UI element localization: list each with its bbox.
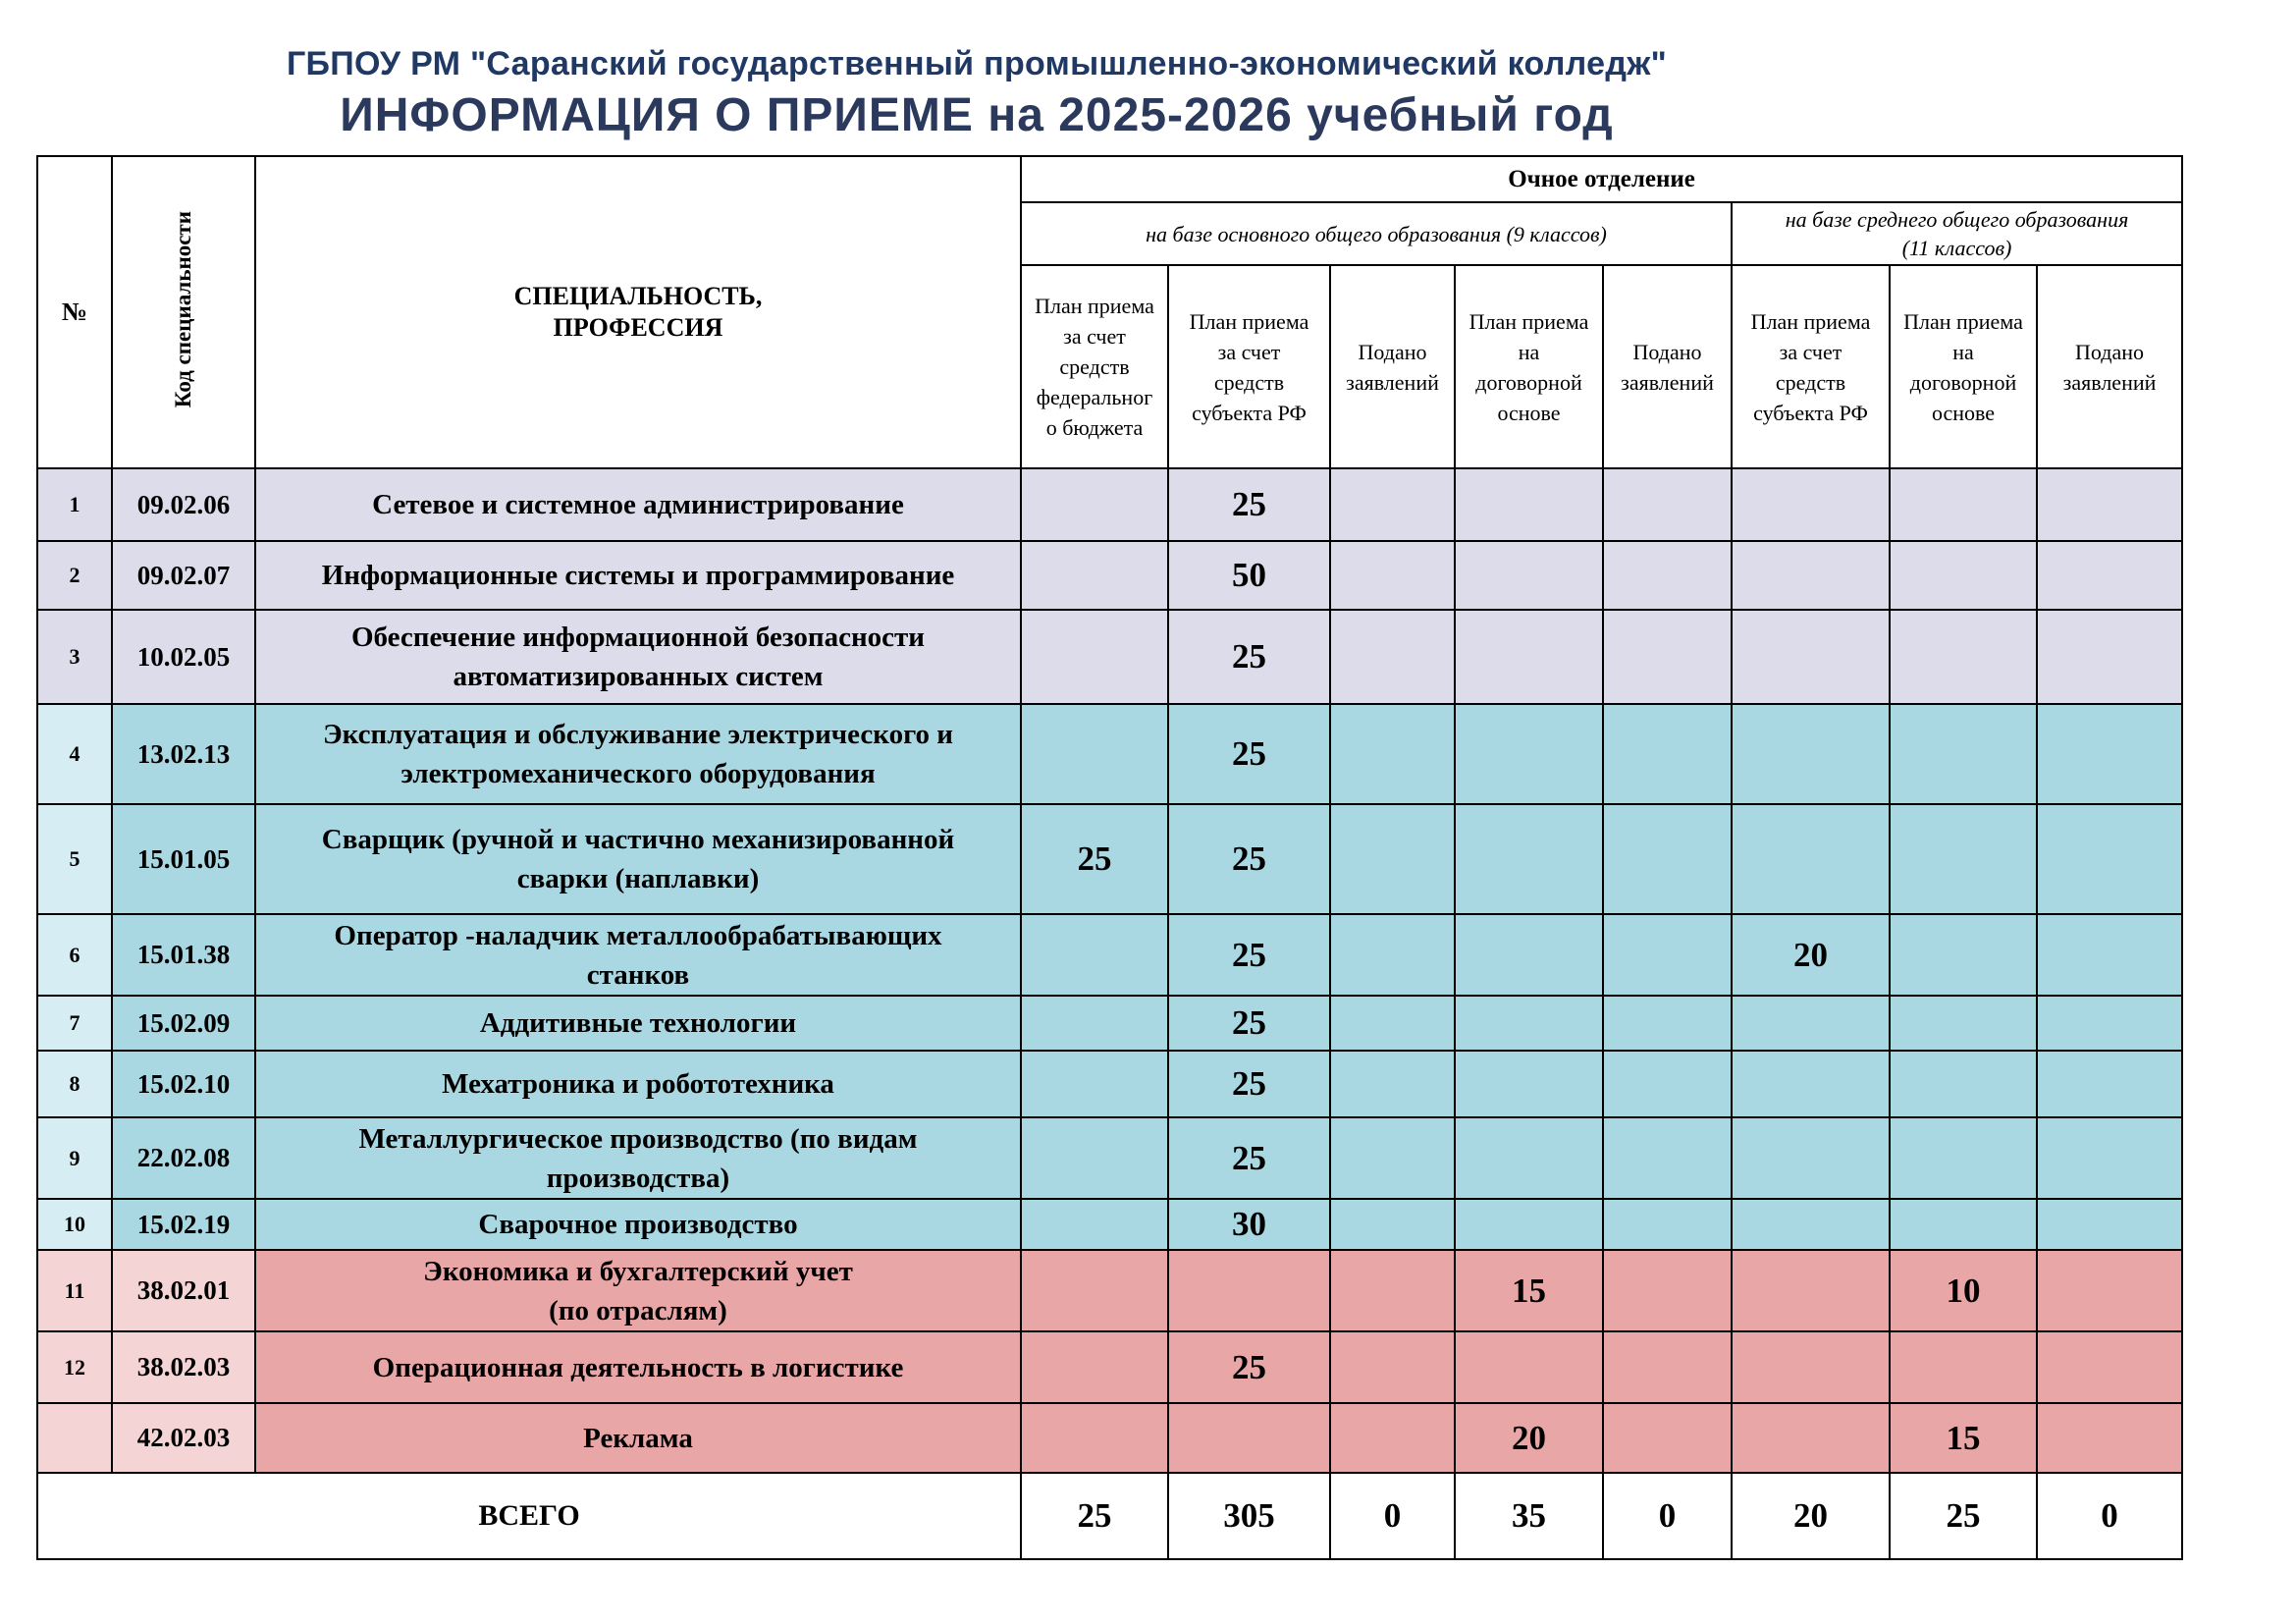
header-subcolumn	[1890, 265, 2037, 468]
plan-value	[2037, 1250, 2182, 1331]
plan-value	[2037, 541, 2182, 610]
plan-value	[1021, 541, 1168, 610]
plan-value	[1603, 468, 1732, 541]
plan-value	[1021, 704, 1168, 804]
header-subcolumn-line: заявлений	[1621, 369, 1714, 395]
specialty-name: Оператор -наладчик металлообрабатывающих станков	[255, 914, 1021, 996]
header-base-9: на базе основного общего образования (9 классов)	[1021, 202, 1732, 265]
specialty-name: Информационные системы и программирование	[255, 541, 1021, 610]
plan-value	[1455, 610, 1603, 704]
plan-value	[1732, 468, 1890, 541]
header-subcolumn-line: План приема	[1468, 308, 1589, 334]
plan-value	[1021, 610, 1168, 704]
total-row	[37, 1473, 2182, 1559]
row-number: 9	[37, 1117, 112, 1199]
header-subcolumn	[1732, 265, 1890, 468]
header-subcolumn-line: средств	[1213, 369, 1285, 395]
plan-value	[1330, 468, 1455, 541]
plan-value	[2037, 1117, 2182, 1199]
plan-value	[1455, 541, 1603, 610]
header-subcolumn-line: на	[1952, 339, 1974, 364]
plan-value: 25	[1168, 804, 1330, 914]
specialty-name: Эксплуатация и обслуживание электрического и электромеханического оборудования	[255, 704, 1021, 804]
plan-value	[1890, 1199, 2037, 1250]
plan-value	[1455, 704, 1603, 804]
plan-value	[1603, 704, 1732, 804]
table-row	[37, 804, 2182, 914]
plan-value	[1603, 1331, 1732, 1403]
specialty-name: Сетевое и системное администрирование	[255, 468, 1021, 541]
header-subcolumn	[1168, 265, 1330, 468]
row-number: 5	[37, 804, 112, 914]
plan-value: 25	[1168, 914, 1330, 996]
plan-value	[1021, 1117, 1168, 1199]
plan-value: 15	[1890, 1403, 2037, 1473]
plan-value	[1168, 1403, 1330, 1473]
plan-value	[1732, 1199, 1890, 1250]
plan-value: 25	[1168, 1051, 1330, 1117]
specialty-code: 15.01.05	[112, 804, 255, 914]
specialty-name: Металлургическое производство (по видам производства)	[255, 1117, 1021, 1199]
row-number: 12	[37, 1331, 112, 1403]
plan-value	[1603, 804, 1732, 914]
total-value: 20	[1732, 1473, 1890, 1559]
table-row	[37, 1331, 2182, 1403]
specialty-name: Сварщик (ручной и частично механизированной сварки (наплавки)	[255, 804, 1021, 914]
plan-value	[1455, 1199, 1603, 1250]
plan-value	[1021, 996, 1168, 1051]
header-subcolumn	[2037, 265, 2182, 468]
plan-value	[1603, 914, 1732, 996]
header-subcolumn-line: за счет	[1779, 339, 1842, 364]
plan-value: 20	[1455, 1403, 1603, 1473]
specialty-name: Сварочное производство	[255, 1199, 1021, 1250]
header-subcolumn-line: договорной	[1909, 369, 2017, 395]
header-subcolumn-line: субъекта РФ	[1192, 400, 1307, 425]
header-subcolumn	[1021, 265, 1168, 468]
plan-value	[1890, 468, 2037, 541]
row-number	[37, 1403, 112, 1473]
specialty-code: 22.02.08	[112, 1117, 255, 1199]
plan-value	[1603, 1250, 1732, 1331]
plan-value	[1330, 541, 1455, 610]
plan-value	[1732, 804, 1890, 914]
plan-value	[1732, 541, 1890, 610]
plan-value: 25	[1168, 996, 1330, 1051]
plan-value: 50	[1168, 541, 1330, 610]
header-subcolumn-line: План приема	[1750, 308, 1871, 334]
table-row	[37, 1403, 2182, 1473]
table-row	[37, 996, 2182, 1051]
header-subcolumn	[1603, 265, 1732, 468]
plan-value	[2037, 468, 2182, 541]
row-number: 10	[37, 1199, 112, 1250]
plan-value	[1021, 1250, 1168, 1331]
table-row	[37, 704, 2182, 804]
header-subcolumn-line: на	[1518, 339, 1540, 364]
table-row	[37, 468, 2182, 541]
header-subcolumn-line: Подано	[1632, 339, 1702, 364]
header-subcolumn-line: основе	[1497, 400, 1561, 425]
header-subcolumn-line: План приема	[1035, 294, 1154, 318]
specialty-name: Экономика и бухгалтерский учет (по отраслям)	[255, 1250, 1021, 1331]
specialty-code: 10.02.05	[112, 610, 255, 704]
plan-value	[2037, 1199, 2182, 1250]
plan-value	[1890, 704, 2037, 804]
plan-value	[1455, 1051, 1603, 1117]
header-subcolumn	[1455, 265, 1603, 468]
plan-value	[1330, 1331, 1455, 1403]
total-value: 25	[1890, 1473, 2037, 1559]
plan-value: 25	[1168, 1331, 1330, 1403]
total-value: 35	[1455, 1473, 1603, 1559]
plan-value	[1732, 704, 1890, 804]
plan-value: 25	[1168, 1117, 1330, 1199]
plan-value	[1021, 1199, 1168, 1250]
plan-value	[1330, 996, 1455, 1051]
plan-value: 25	[1168, 610, 1330, 704]
header-subcolumn-line: План приема	[1189, 308, 1309, 334]
row-number: 11	[37, 1250, 112, 1331]
specialty-name: Аддитивные технологии	[255, 996, 1021, 1051]
total-value: 0	[1330, 1473, 1455, 1559]
plan-value	[1732, 1331, 1890, 1403]
plan-value	[1330, 1117, 1455, 1199]
plan-value	[1732, 1051, 1890, 1117]
plan-value	[1455, 1331, 1603, 1403]
total-value: 0	[1603, 1473, 1732, 1559]
plan-value	[1732, 1250, 1890, 1331]
plan-value: 20	[1732, 914, 1890, 996]
table-row	[37, 1117, 2182, 1199]
plan-value: 30	[1168, 1199, 1330, 1250]
header-base-11: на базе среднего общего образования (11 классов)	[1732, 202, 2182, 265]
plan-value	[1330, 1051, 1455, 1117]
specialty-code: 09.02.06	[112, 468, 255, 541]
plan-value: 25	[1021, 804, 1168, 914]
plan-value	[1603, 996, 1732, 1051]
plan-value	[1603, 1199, 1732, 1250]
plan-value	[1890, 996, 2037, 1051]
specialty-name: Операционная деятельность в логистике	[255, 1331, 1021, 1403]
total-value: 25	[1021, 1473, 1168, 1559]
header-subcolumn-line: Подано	[2075, 339, 2145, 364]
plan-value	[1732, 996, 1890, 1051]
table-row	[37, 541, 2182, 610]
total-label: ВСЕГО	[37, 1473, 1021, 1559]
total-value: 0	[2037, 1473, 2182, 1559]
header-specialty: СПЕЦИАЛЬНОСТЬ, ПРОФЕССИЯ	[255, 156, 1021, 468]
header-number: №	[37, 156, 112, 468]
header-subcolumn-line: субъекта РФ	[1753, 400, 1868, 425]
plan-value	[1890, 1117, 2037, 1199]
plan-value	[1021, 468, 1168, 541]
table-row	[37, 1250, 2182, 1331]
plan-value	[2037, 1403, 2182, 1473]
plan-value	[1732, 1403, 1890, 1473]
header-subcolumn-line: заявлений	[1346, 369, 1439, 395]
plan-value	[1330, 804, 1455, 914]
plan-value	[2037, 1051, 2182, 1117]
plan-value	[1330, 914, 1455, 996]
header-subcolumn-line: договорной	[1475, 369, 1582, 395]
specialty-name: Реклама	[255, 1403, 1021, 1473]
header-subcolumn-line: за счет	[1217, 339, 1281, 364]
plan-value	[1890, 1051, 2037, 1117]
plan-value: 15	[1455, 1250, 1603, 1331]
plan-value	[2037, 914, 2182, 996]
plan-value	[1603, 1051, 1732, 1117]
plan-value	[1890, 804, 2037, 914]
specialty-code: 09.02.07	[112, 541, 255, 610]
plan-value	[1021, 1331, 1168, 1403]
header-subcolumn-line: основе	[1931, 400, 1996, 425]
specialty-name: Обеспечение информационной безопасности автоматизированных систем	[255, 610, 1021, 704]
header-code: Код специальности	[112, 156, 255, 468]
plan-value	[2037, 610, 2182, 704]
header-subcolumn-line: средств	[1775, 369, 1846, 395]
header-subcolumn-line: План приема	[1903, 308, 2023, 334]
plan-value	[1455, 914, 1603, 996]
specialty-code: 15.01.38	[112, 914, 255, 996]
plan-value: 10	[1890, 1250, 2037, 1331]
plan-value	[2037, 1331, 2182, 1403]
header-subcolumn-line: Подано	[1358, 339, 1427, 364]
institution-title: ГБПОУ РМ "Саранский государственный промышленно-экономический колледж"	[286, 45, 1668, 82]
header-subcolumn-line: за счет	[1063, 324, 1126, 349]
row-number: 3	[37, 610, 112, 704]
header-subcolumn-line: заявлений	[2062, 369, 2157, 395]
plan-value	[1021, 914, 1168, 996]
plan-value	[1603, 541, 1732, 610]
header-subcolumn	[1330, 265, 1455, 468]
row-number: 4	[37, 704, 112, 804]
specialty-code: 13.02.13	[112, 704, 255, 804]
header-fulltime: Очное отделение	[1021, 156, 2182, 202]
specialty-code: 15.02.19	[112, 1199, 255, 1250]
table-row	[37, 914, 2182, 996]
plan-value	[1890, 610, 2037, 704]
plan-value	[1890, 541, 2037, 610]
plan-value	[1732, 1117, 1890, 1199]
table-row	[37, 610, 2182, 704]
header-subcolumn-line: федеральног	[1036, 385, 1153, 409]
plan-value	[1330, 1199, 1455, 1250]
plan-value	[1603, 1403, 1732, 1473]
plan-value	[1455, 996, 1603, 1051]
plan-value	[1168, 1250, 1330, 1331]
header-subcolumn-line: о бюджета	[1045, 415, 1144, 440]
plan-value	[1455, 804, 1603, 914]
plan-value	[2037, 704, 2182, 804]
row-number: 2	[37, 541, 112, 610]
specialty-code: 38.02.03	[112, 1331, 255, 1403]
plan-value	[1890, 914, 2037, 996]
row-number: 7	[37, 996, 112, 1051]
plan-value	[1330, 704, 1455, 804]
row-number: 6	[37, 914, 112, 996]
row-number: 1	[37, 468, 112, 541]
plan-value	[1603, 610, 1732, 704]
specialty-code: 15.02.09	[112, 996, 255, 1051]
plan-value	[1330, 610, 1455, 704]
row-number: 8	[37, 1051, 112, 1117]
plan-value	[1732, 610, 1890, 704]
plan-value: 25	[1168, 704, 1330, 804]
total-value: 305	[1168, 1473, 1330, 1559]
plan-value	[2037, 804, 2182, 914]
plan-value	[1603, 1117, 1732, 1199]
table-row	[37, 1051, 2182, 1117]
plan-value	[1455, 468, 1603, 541]
specialty-code: 42.02.03	[112, 1403, 255, 1473]
plan-value	[1021, 1051, 1168, 1117]
specialty-name: Мехатроника и робототехника	[255, 1051, 1021, 1117]
plan-value	[1021, 1403, 1168, 1473]
admission-table	[36, 155, 2183, 1560]
specialty-code: 38.02.01	[112, 1250, 255, 1331]
table-row	[37, 1199, 2182, 1250]
page-title: ИНФОРМАЦИЯ О ПРИЕМЕ на 2025-2026 учебный год	[340, 89, 1614, 141]
plan-value	[1330, 1403, 1455, 1473]
plan-value	[1455, 1117, 1603, 1199]
specialty-code: 15.02.10	[112, 1051, 255, 1117]
plan-value	[2037, 996, 2182, 1051]
header-subcolumn-line: средств	[1059, 354, 1130, 379]
plan-value	[1330, 1250, 1455, 1331]
plan-value	[1890, 1331, 2037, 1403]
plan-value: 25	[1168, 468, 1330, 541]
